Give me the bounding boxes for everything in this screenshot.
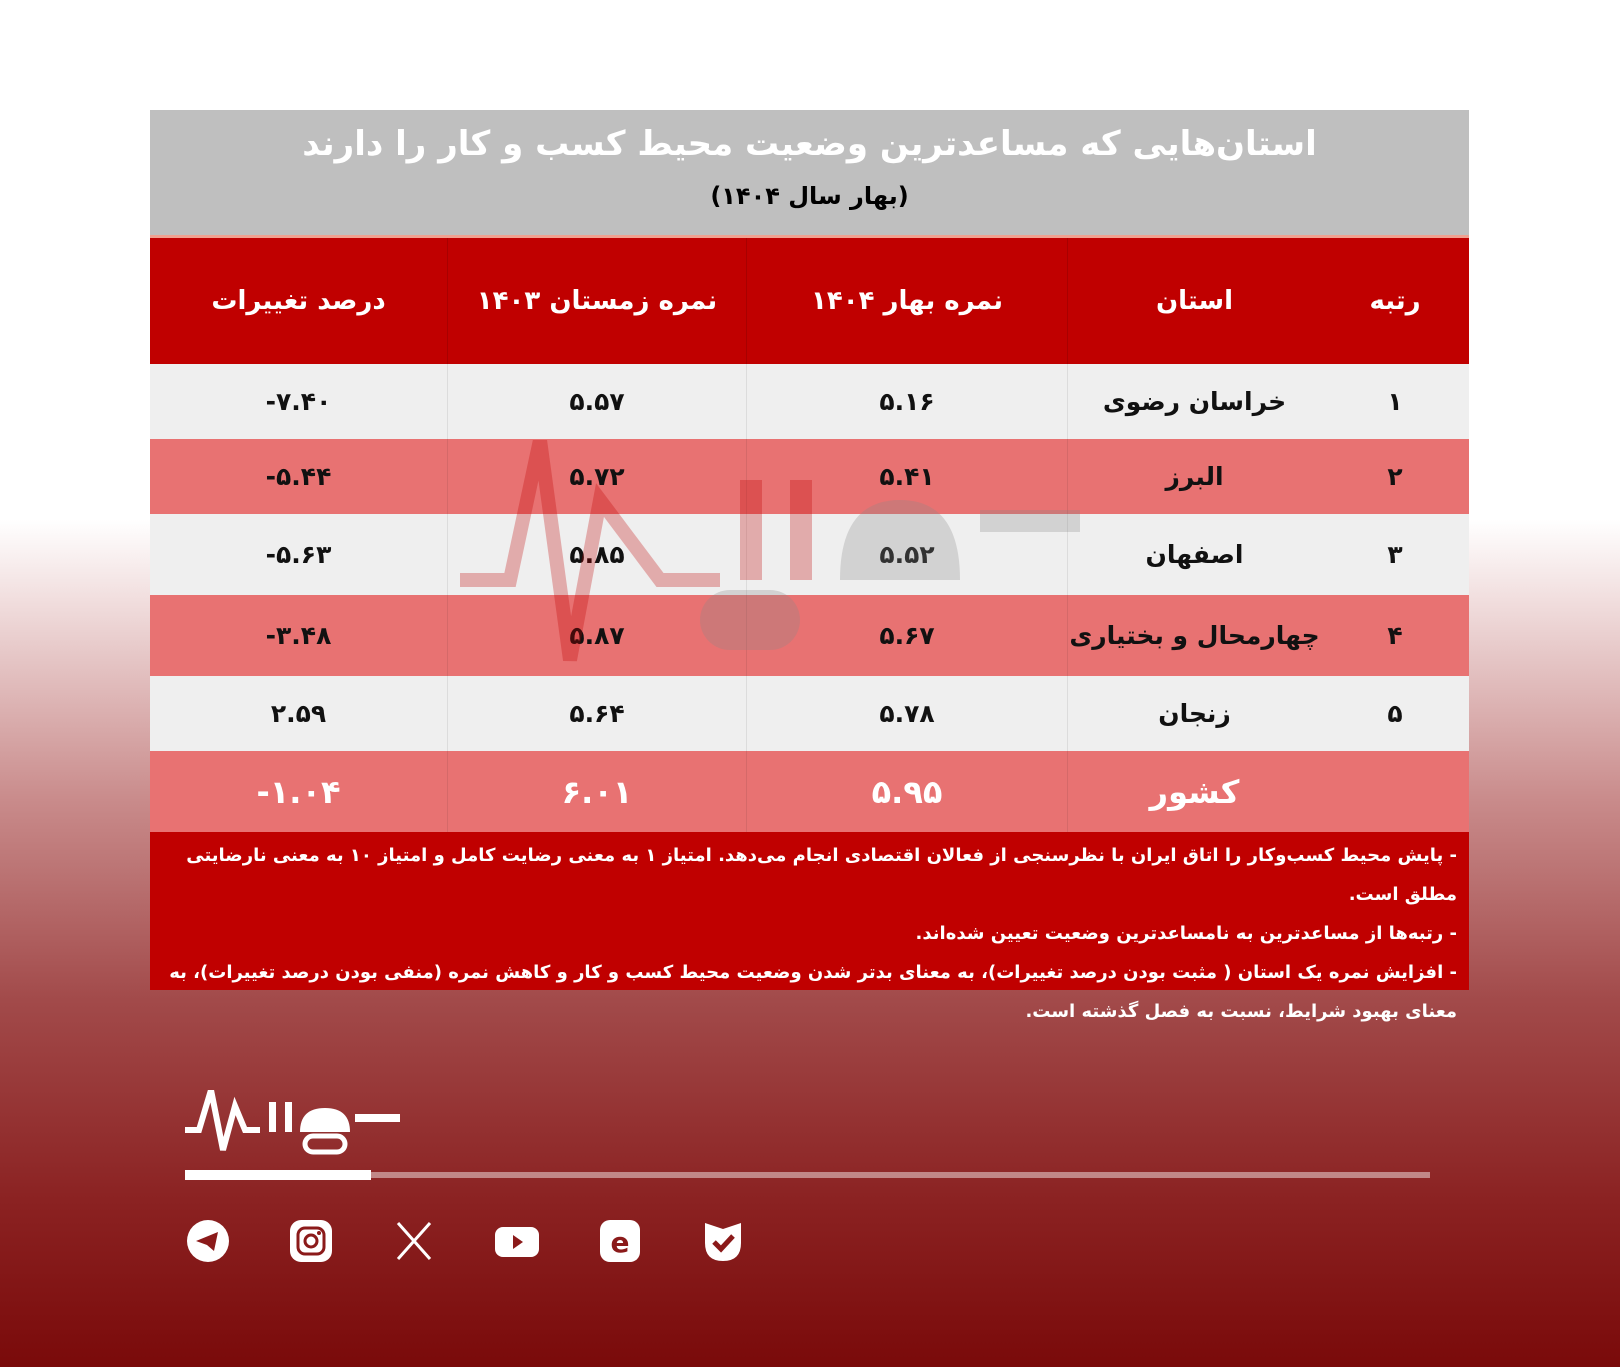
table-row — [150, 676, 1469, 751]
note: - رتبه‌ها از مساعدترین به نامساعدترین وضعیت تعیین شده‌اند. — [915, 923, 1457, 944]
header-winter: نمره زمستان ۱۴۰۳ — [447, 238, 746, 364]
province-cell: اصفهان — [1145, 540, 1244, 569]
table-row — [150, 514, 1469, 595]
header-province: استان — [1067, 238, 1321, 364]
country-change: -۱.۰۴ — [256, 772, 341, 811]
rank-cell: ۳ — [1387, 540, 1403, 569]
country-label: کشور — [1067, 751, 1321, 832]
brand-logo-icon — [185, 1090, 405, 1160]
change-percent-cell: ۲.۵۹ — [270, 699, 327, 728]
table-row — [150, 595, 1469, 676]
province-cell: چهارمحال و بختیاری — [1069, 621, 1320, 650]
page-title: استان‌هایی که مساعدترین وضعیت محیط کسب و کار را دارند — [302, 124, 1317, 164]
table-row — [150, 364, 1469, 439]
header-spring: نمره بهار ۱۴۰۴ — [746, 238, 1067, 364]
winter-score-cell: ۵.۸۷ — [569, 621, 625, 650]
change-percent-cell: -۳.۴۸ — [265, 621, 332, 650]
winter-score-cell: ۵.۶۴ — [569, 699, 625, 728]
spring-score-cell: ۵.۶۷ — [879, 621, 935, 650]
province-cell: خراسان رضوی — [1102, 387, 1287, 416]
ranking-table — [150, 110, 1469, 1022]
winter-score-cell: ۵.۸۵ — [569, 540, 625, 569]
eitaa-icon[interactable] — [597, 1218, 642, 1263]
spring-score-cell: ۵.۵۲ — [879, 540, 935, 569]
rank-cell: ۴ — [1387, 621, 1403, 650]
x-icon[interactable] — [391, 1218, 436, 1263]
telegram-icon[interactable] — [185, 1218, 230, 1263]
note: - پایش محیط کسب‌وکار را اتاق ایران با نظرسنجی از فعالان اقتصادی انجام می‌دهد. امتیاز ۱ به معنی رضایت کامل و امتیاز ۱۰ به معنی نارضایتی مطلق است. — [186, 845, 1457, 905]
country-row — [150, 751, 1469, 832]
winter-score-cell: ۵.۵۷ — [569, 387, 625, 416]
rank-cell: ۵ — [1387, 699, 1403, 728]
spring-score-cell: ۵.۱۶ — [879, 387, 935, 416]
province-cell: زنجان — [1158, 699, 1231, 728]
divider-bar — [185, 1172, 1430, 1178]
country-winter: ۶.۰۱ — [561, 772, 633, 811]
youtube-icon[interactable] — [494, 1218, 539, 1263]
rank-cell: ۲ — [1387, 462, 1403, 491]
bale-icon[interactable] — [700, 1218, 745, 1263]
change-percent-cell: -۷.۴۰ — [265, 387, 332, 416]
change-percent-cell: -۵.۴۴ — [265, 462, 332, 491]
svg-text:e: e — [610, 1225, 629, 1259]
spring-score-cell: ۵.۷۸ — [879, 699, 935, 728]
change-percent-cell: -۵.۶۳ — [265, 540, 332, 569]
note: - افزایش نمره یک استان ( مثبت بودن درصد تغییرات)، به معنای بدتر شدن وضعیت محیط کسب و کار و کاهش نمره (منفی بودن درصد تغییرات)، به معنای بهبود شرایط، نسبت به فصل گذشته است. — [169, 962, 1457, 1022]
table-header — [150, 238, 1469, 364]
footnotes — [150, 832, 1469, 1022]
table-title-box — [150, 110, 1469, 238]
winter-score-cell: ۵.۷۲ — [569, 462, 625, 491]
instagram-icon[interactable] — [288, 1218, 333, 1263]
header-rank: رتبه — [1369, 286, 1421, 316]
page-subtitle: (بهار سال ۱۴۰۴) — [710, 182, 909, 210]
country-spring: ۵.۹۵ — [871, 772, 943, 811]
table-row — [150, 439, 1469, 514]
header-change: درصد تغییرات — [211, 286, 386, 316]
spring-score-cell: ۵.۴۱ — [879, 462, 935, 491]
social-links — [185, 1218, 745, 1263]
rank-cell: ۱ — [1387, 387, 1403, 416]
province-cell: البرز — [1165, 462, 1224, 491]
